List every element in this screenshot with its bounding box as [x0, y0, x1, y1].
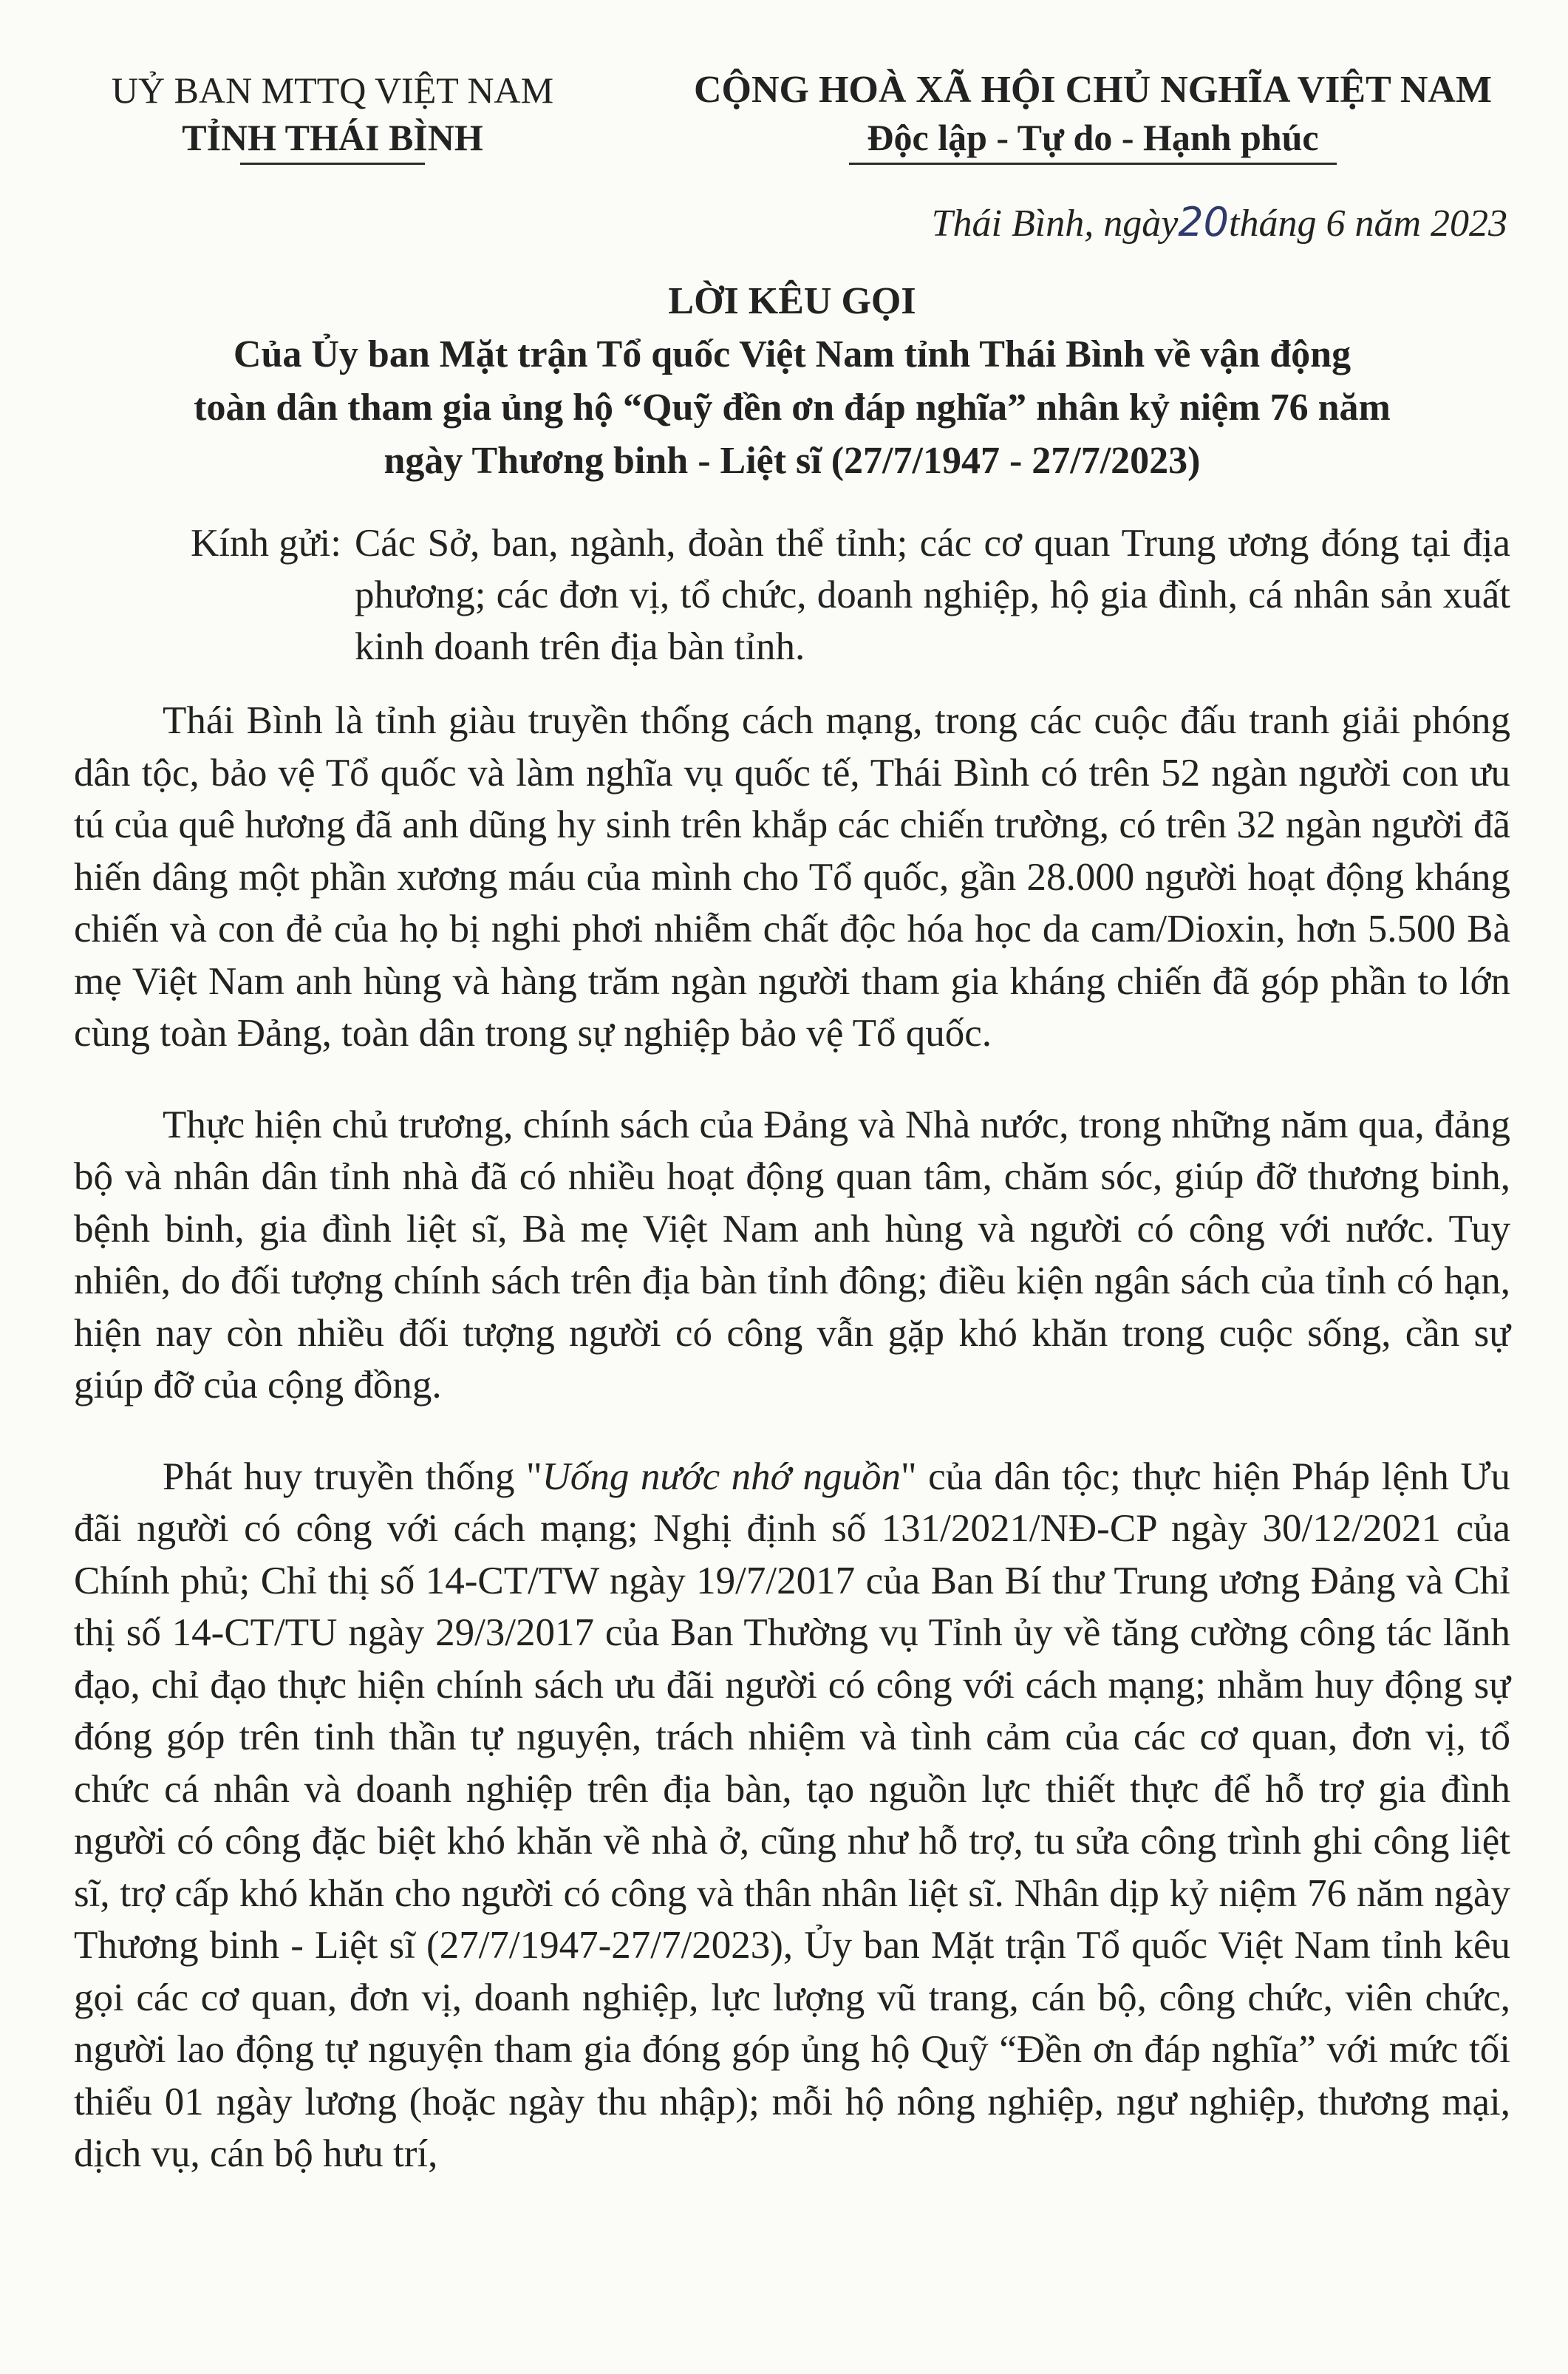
- salutation: [74, 517, 1510, 673]
- salutation-label: Kính gửi:: [191, 522, 341, 565]
- salutation-recipients: Các Sở, ban, ngành, đoàn thể tỉnh; các cơ quan Trung ương đóng tại địa phương; các đơn vị, tổ chức, doanh nghiệp, hộ gia đình, cá nhân sản xuất kinh doanh trên địa bàn tỉnh.: [354, 522, 1510, 668]
- org-underline: [240, 163, 425, 165]
- subtitle-line: Của Ủy ban Mặt trận Tổ quốc Việt Nam tỉnh Thái Bình về vận động: [233, 333, 1351, 375]
- subtitle-line: toàn dân tham gia ủng hộ “Quỹ đền ơn đáp nghĩa” nhân kỷ niệm 76 năm: [194, 387, 1391, 429]
- motto-underline: [849, 163, 1337, 165]
- org-name-line1: UỶ BAN MTTQ VIỆT NAM: [111, 69, 554, 111]
- document-title: LỜI KÊU GỌI: [668, 280, 916, 322]
- document-date: [74, 199, 1510, 245]
- document-header: [74, 67, 1510, 165]
- subtitle-line: ngày Thương binh - Liệt sĩ (27/7/1947 - 27/7/2023): [384, 440, 1201, 482]
- paragraph-3: [74, 1451, 1510, 2180]
- document-subtitle: [74, 328, 1510, 488]
- paragraph-3-rest: " của dân tộc; thực hiện Pháp lệnh Ưu đãi người có công với cách mạng; Nghị định số 131/2021/NĐ-CP ngày 30/12/2021 của Chính phủ; Chỉ thị số 14-CT/TW ngày 19/7/2017 của Ban Bí thư Trung ương Đảng và Chỉ thị số 14-CT/TU ngày 29/3/2017 của Ban Thường vụ Tỉnh ủy về tăng cường công tác lãnh đạo, chỉ đạo thực hiện chính sách ưu đãi người có công với cách mạng; nhằm huy động sự đóng góp trên tinh thần tự nguyện, trách nhiệm và tình cảm của các cơ quan, đơn vị, tổ chức cá nhân và doanh nghiệp trên địa bàn, tạo nguồn lực thiết thực để hỗ trợ gia đình người có công đặc biệt khó khăn về nhà ở, cũng như hỗ trợ, tu sửa công trình ghi công liệt sĩ, trợ cấp khó khăn cho người có công và thân nhân liệt sĩ. Nhân dịp kỷ niệm 76 năm ngày Thương binh - Liệt sĩ (27/7/1947-27/7/2023), Ủy ban Mặt trận Tổ quốc Việt Nam tỉnh kêu gọi các cơ quan, đơn vị, doanh nghiệp, lực lượng vũ trang, cán bộ, công chức, viên chức, người lao động tự nguyện tham gia đóng góp ủng hộ Quỹ “Đền ơn đáp nghĩa” với mức tối thiểu 01 ngày lương (hoặc ngày thu nhập); mỗi hộ nông nghiệp, ngư nghiệp, thương mại, dịch vụ, cán bộ hưu trí,: [74, 1455, 1511, 2175]
- date-suffix: tháng 6 năm 2023: [1229, 203, 1507, 245]
- national-motto: [675, 67, 1510, 165]
- paragraph-3-quote: Uống nước nhớ nguồn: [542, 1455, 901, 1498]
- nation-name: CỘNG HOÀ XÃ HỘI CHỦ NGHĨA VIỆT NAM: [693, 69, 1493, 111]
- date-day-handwritten: 20: [1178, 199, 1229, 245]
- date-prefix: Thái Bình, ngày: [931, 203, 1179, 245]
- paragraph-2: Thực hiện chủ trương, chính sách của Đảng và Nhà nước, trong những năm qua, đảng bộ và nhân dân tỉnh nhà đã có nhiều hoạt động quan tâm, chăm sóc, giúp đỡ thương binh, bệnh binh, gia đình liệt sĩ, Bà mẹ Việt Nam anh hùng và người có công với nước. Tuy nhiên, do đối tượng chính sách trên địa bàn tỉnh đông; điều kiện ngân sách của tỉnh có hạn, hiện nay còn nhiều đối tượng người có công vẫn gặp khó khăn trong cuộc sống, cần sự giúp đỡ của cộng đồng.: [74, 1103, 1510, 1407]
- org-name-line2: TỈNH THÁI BÌNH: [182, 117, 483, 158]
- paragraph-1: Thái Bình là tỉnh giàu truyền thống cách mạng, trong các cuộc đấu tranh giải phóng dân tộc, bảo vệ Tổ quốc và làm nghĩa vụ quốc tế, Thái Bình có trên 52 ngàn người con ưu tú của quê hương đã anh dũng hy sinh trên khắp các chiến trường, có trên 32 ngàn người đã hiến dâng một phần xương máu của mình cho Tổ quốc, gần 28.000 người hoạt động kháng chiến và con đẻ của họ bị nghi phơi nhiễm chất độc hóa học da cam/Dioxin, hơn 5.500 Bà mẹ Việt Nam anh hùng và hàng trăm ngàn người tham gia kháng chiến đã góp phần to lớn cùng toàn Đảng, toàn dân trong sự nghiệp bảo vệ Tổ quốc.: [74, 699, 1510, 1055]
- issuing-organization: [74, 67, 591, 165]
- paragraph-3-start: Phát huy truyền thống ": [163, 1455, 542, 1498]
- motto: Độc lập - Tự do - Hạnh phúc: [867, 117, 1319, 158]
